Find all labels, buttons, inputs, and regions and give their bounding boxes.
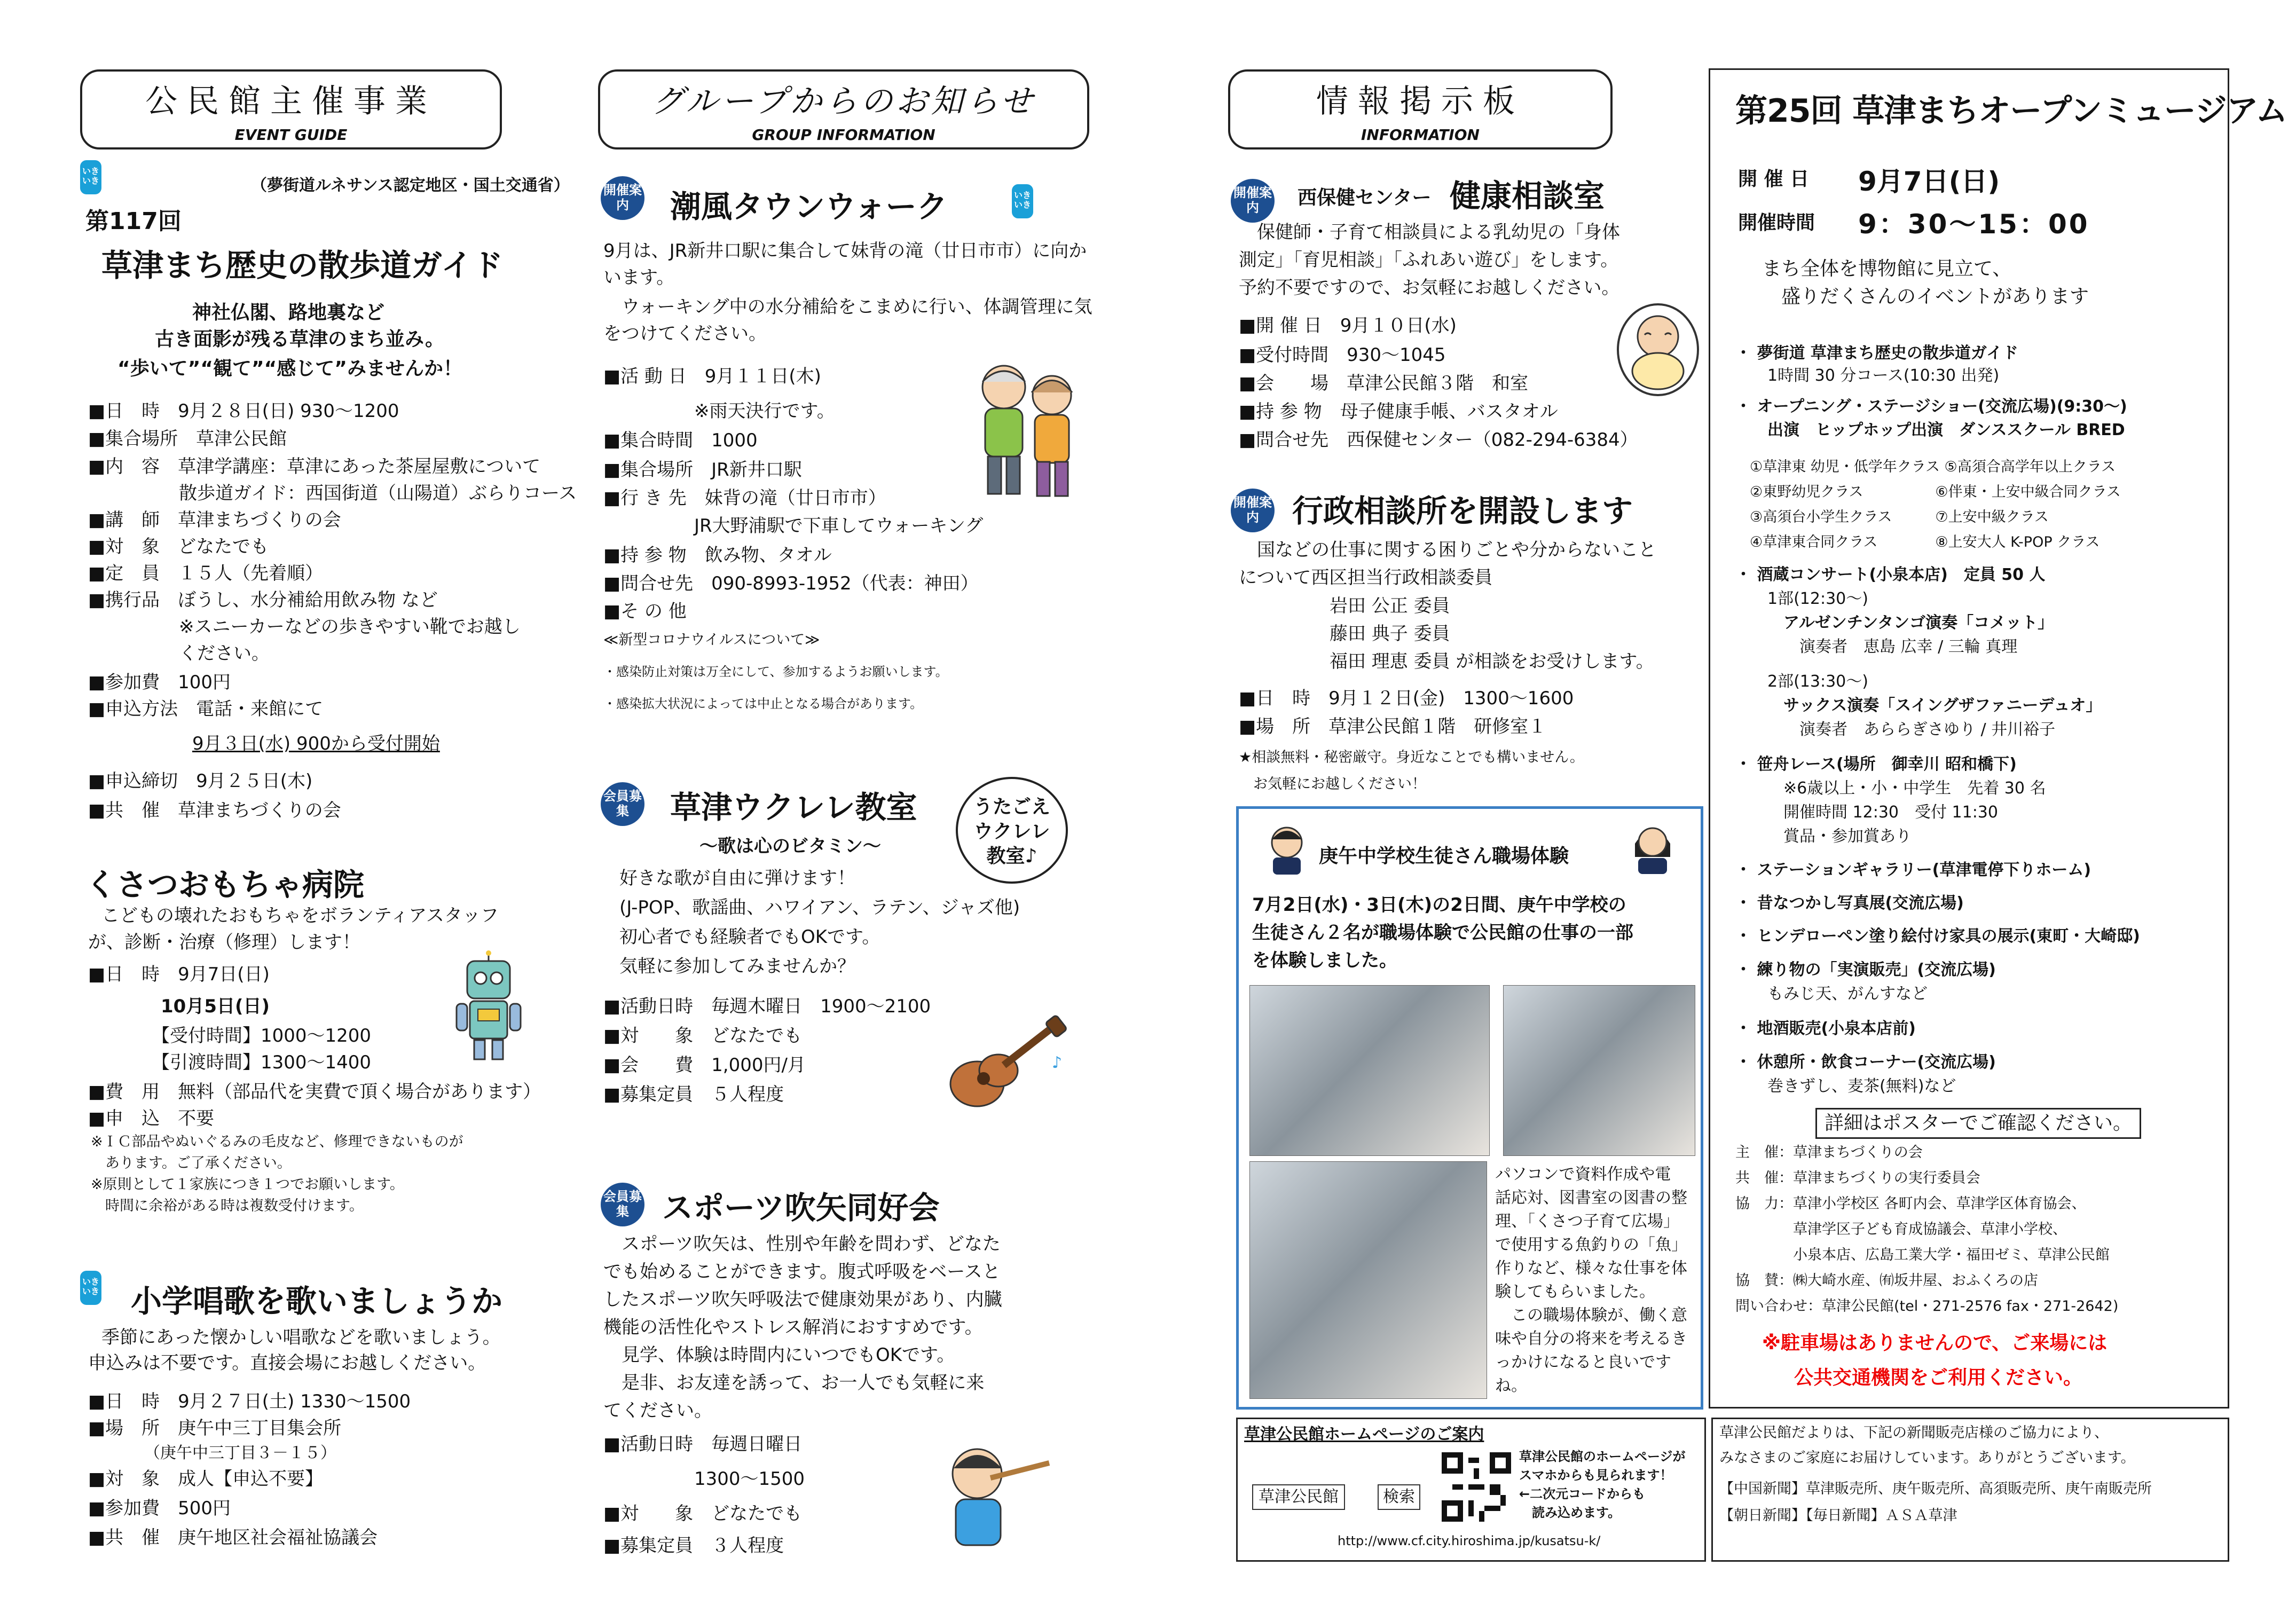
detail-row: ■日 時 9月２８日(日) 930～1200 — [88, 400, 399, 422]
program-item: ・ ステーションギャラリー(草津電停下りホーム) — [1735, 861, 2091, 879]
toy-text: が、診断・治療（修理）します！ — [88, 932, 360, 953]
program-item: 出演 ヒップホップ出演 ダンススクール BRED — [1735, 421, 2125, 439]
experience-caption: 作りなど、様々な仕事を体 — [1495, 1259, 1687, 1278]
detail-row: 散歩道ガイド：西国街道（山陽道）ぶらりコース — [88, 483, 577, 504]
ukulele-row: ■対 象 どなたでも — [603, 1025, 803, 1046]
homepage-search-button[interactable]: 検索 — [1378, 1484, 1420, 1510]
blowgun-player-icon — [940, 1436, 1052, 1548]
ikiiki-tag: いきいき — [80, 1271, 101, 1305]
organizer-row: 協 賛：㈱大崎水産、㈲坂井屋、おふくろの店 — [1735, 1272, 2038, 1289]
robot-icon — [454, 950, 523, 1063]
gov-text: 福田 理恵 委員 が相談をお受けします。 — [1239, 651, 1654, 672]
poster-notice: 詳細はポスターでご確認ください。 — [1815, 1108, 2141, 1139]
gov-text: 藤田 典子 委員 — [1239, 623, 1450, 644]
program-item: ・ オープニング・ステージショー(交流広場)(9:30～) — [1735, 397, 2127, 416]
program-item: 開催時間 12:30 受付 11:30 — [1735, 803, 1998, 822]
homepage-note: 読み込めます。 — [1519, 1505, 1621, 1520]
student-boy-icon — [1265, 822, 1308, 876]
homepage-note: ←二次元コードからも — [1519, 1486, 1646, 1501]
ikiiki-tag: いきいき — [1012, 184, 1033, 218]
round-label: 第117回 — [85, 208, 182, 235]
lead-line: 神社仏閣、路地裏など — [192, 302, 385, 324]
walk-row: ■問合せ先 090-8993-1952（代表：神田） — [603, 573, 979, 594]
health-text: 保健師・子育て相談員による乳幼児の「身体 — [1239, 222, 1620, 243]
program-item: サックス演奏「スイングザファニーデュオ」 — [1735, 696, 2102, 715]
organizer-row: 問い合わせ：草津公民館(tel・271-2576 fax・271-2642) — [1735, 1298, 2119, 1315]
apply-start: 9月３日(水) 900から受付開始 — [192, 733, 440, 754]
toy-hospital-title: くさつおもちゃ病院 — [85, 867, 365, 903]
walking-couple-icon — [966, 355, 1089, 505]
toy-text: こどもの壊れたおもちゃをボランティアスタッフ — [101, 905, 499, 926]
detail-row: ■定 員 １５人（先着順） — [88, 563, 324, 584]
song-row: ■参加費 500円 — [88, 1498, 231, 1519]
toy-row: ■申 込 不要 — [88, 1108, 215, 1129]
baby-icon — [1613, 296, 1703, 398]
event-badge: 開催案内 — [601, 176, 644, 220]
program-item: ・ 昔なつかし写真展(交流広場) — [1735, 894, 1964, 912]
program-item: ※6歳以上・小・中学生 先着 30 名 — [1735, 779, 2046, 798]
ukulele-row: ■活動日時 毎週木曜日 1900～2100 — [603, 996, 931, 1017]
fukiya-text: 機能の活性化やストレス解消におすすめです。 — [603, 1317, 983, 1338]
walk-row: ■行 き 先 妹背の滝（廿日市市） — [603, 487, 886, 509]
ikiiki-tag: いきいき — [80, 160, 101, 194]
organizer-row: 共 催：草津まちづくりの実行委員会 — [1735, 1170, 1980, 1186]
ukulele-text: 好きな歌が自由に弾けます！ — [619, 868, 855, 889]
fukiya-row: ■対 象 どなたでも — [603, 1503, 803, 1524]
experience-text: 7月2日(水)・3日(木)の2日間、庚午中学校の — [1252, 894, 1626, 916]
event-badge: 開催案内 — [1231, 179, 1275, 223]
walk-note: ・感染拡大状況によっては中止となる場合があります。 — [603, 696, 923, 711]
gov-text: 岩田 公正 委員 — [1239, 595, 1450, 617]
experience-text: 生徒さん２名が職場体験で公民館の仕事の一部 — [1252, 922, 1633, 943]
homepage-url[interactable]: http://www.cf.city.hiroshima.jp/kusatsu-k/ — [1338, 1533, 1601, 1548]
walk-row: ■集合時間 1000 — [603, 430, 758, 451]
experience-caption: で使用する魚釣りの「魚」 — [1495, 1236, 1687, 1254]
toy-row: 【受付時間】1000～1200 — [88, 1025, 372, 1046]
experience-photo — [1249, 985, 1490, 1156]
recruit-badge: 会員募集 — [601, 1183, 644, 1226]
gov-row: ■場 所 草津公民館１階 研修室１ — [1239, 716, 1547, 737]
gov-row: ■日 時 9月１２日(金) 1300～1600 — [1239, 688, 1574, 709]
program-item: ・ 地酒販売(小泉本店前) — [1735, 1019, 1916, 1038]
ukulele-text: 初心者でも経験者でもOKです。 — [619, 926, 880, 948]
program-item: もみじ天、がんすなど — [1735, 985, 1928, 1003]
toy-note: ※ＩＣ部品やぬいぐるみの毛皮など、修理できないものが — [91, 1134, 463, 1150]
museum-lead: まち全体を博物館に見立て、 — [1762, 258, 2012, 280]
museum-date: 9月7日(日) — [1858, 166, 2000, 197]
health-title: 健康相談室 — [1450, 178, 1605, 214]
deadline: ■申込締切 9月２５日(木) — [88, 770, 313, 792]
program-item: ④草津東合同クラス ⑧上安大人 K-POP クラス — [1735, 534, 2100, 550]
health-text: 予約不要ですので、お気軽にお越しください。 — [1239, 277, 1620, 298]
toy-row: ■費 用 無料（部品代を実費で頂く場合があります） — [88, 1081, 541, 1103]
health-row: ■受付時間 930～1045 — [1239, 344, 1446, 366]
section-title: 草津まち歴史の散歩道ガイド — [101, 247, 504, 284]
museum-title: 第25回 草津まちオープンミュージアム — [1735, 92, 2287, 130]
gov-note: お気軽にお越しください！ — [1239, 776, 1426, 792]
fukiya-row: 1300～1500 — [603, 1468, 805, 1490]
program-item: アルゼンチンタンゴ演奏「コメット」 — [1735, 613, 2054, 632]
health-row: ■開 催 日 9月１０日(水) — [1239, 315, 1457, 336]
fukiya-title: スポーツ吹矢同好会 — [662, 1190, 940, 1226]
student-girl-icon — [1629, 820, 1677, 876]
header-title: グループからのお知らせ — [651, 83, 1036, 120]
song-text: 申込みは不要です。直接会場にお越しください。 — [88, 1352, 486, 1374]
museum-time: 9：30～15：00 — [1858, 209, 2090, 240]
gov-text: について西区担当行政相談委員 — [1239, 567, 1493, 588]
homepage-note: 草津公民館のホームページが — [1519, 1449, 1686, 1464]
detail-row: ■講 師 草津まちづくりの会 — [88, 509, 341, 531]
program-item: 賞品・参加賞あり — [1735, 827, 1912, 846]
walk-text: 9月は、JR新井口駅に集合して妹背の滝（廿日市市）に向かいます。 — [603, 240, 1087, 288]
detail-row: ※スニーカーなどの歩きやすい靴でお越し — [88, 616, 521, 638]
program-item: ①草津東 幼児・低学年クラス ⑤高須合高学年以上クラス — [1735, 459, 2116, 475]
gov-text: 国などの仕事に関する困りごとや分からないこと — [1239, 539, 1656, 561]
program-item: 2部(13:30～) — [1735, 672, 1868, 691]
organizer-row: 草津学区子ども育成協議会、草津小学校、 — [1735, 1221, 2067, 1238]
detail-row: ください。 — [88, 643, 270, 664]
toy-row: ■日 時 9月7日(日) — [88, 964, 270, 985]
gov-note: ★相談無料・秘密厳守。身近なことでも構いません。 — [1239, 749, 1584, 766]
program-item: 1時間 30 分コース(10:30 出発) — [1735, 366, 2000, 385]
program-item: ・ ヒンデローペン塗り絵付け家具の展示(東町・大崎邸) — [1735, 927, 2140, 946]
experience-photo — [1503, 985, 1695, 1156]
ukulele-bubble: うたごえウクレレ教室♪ — [956, 777, 1068, 884]
detail-row: ■内 容 草津学講座：草津にあった茶屋屋敷について — [88, 456, 541, 477]
information-header — [1228, 69, 1613, 149]
ukulele-subtitle: ～歌は心のビタミン～ — [699, 836, 881, 857]
fukiya-text: スポーツ吹矢は、性別や年齢を問わず、どなた — [603, 1233, 1001, 1255]
svg-text:♪: ♪ — [1052, 1053, 1063, 1072]
museum-lead: 盛りだくさんのイベントがあります — [1762, 286, 2089, 308]
detail-row: ■対 象 どなたでも — [88, 536, 269, 557]
program-item: ・ 夢街道 草津まち歴史の散歩道ガイド — [1735, 344, 2018, 363]
walk-note: ≪新型コロナウイルスについて≫ — [603, 632, 820, 648]
homepage-note: スマホからも見られます！ — [1519, 1468, 1673, 1483]
program-item: ・ 笹舟レース(場所 御幸川 昭和橋下) — [1735, 755, 2017, 774]
homepage-title: 草津公民館ホームページのご案内 — [1244, 1425, 1484, 1444]
walk-row: ■集合場所 JR新井口駅 — [603, 459, 802, 481]
gov-title: 行政相談所を開設します — [1292, 493, 1633, 529]
sponsor: ■共 催 草津まちづくりの会 — [88, 800, 341, 821]
program-item: ・ 休憩所・飲食コーナー(交流広場) — [1735, 1053, 1996, 1072]
ukulele-row: ■会 費 1,000円/月 — [603, 1055, 806, 1076]
group-info-header — [598, 69, 1089, 149]
experience-caption: 話応対、図書室の図書の整 — [1495, 1189, 1687, 1207]
parking-warning: 公共交通機関をご利用ください。 — [1794, 1367, 2083, 1389]
time-label: 開催時間 — [1738, 212, 1815, 234]
qr-code-icon — [1442, 1452, 1511, 1522]
newspaper-text: みなさまのご家庭にお届けしています。ありがとうございます。 — [1719, 1450, 2135, 1466]
song-text: 季節にあった懐かしい唱歌などを歌いましょう。 — [101, 1327, 501, 1348]
health-org: 西保健センター — [1298, 187, 1432, 209]
walk-note: ・感染防止対策は万全にして、参加するようお願いします。 — [603, 664, 948, 679]
homepage-search-input[interactable]: 草津公民館 — [1252, 1484, 1345, 1510]
detail-row: ■携行品 ぼうし、水分補給用飲み物 など — [88, 589, 438, 611]
fukiya-text: 見学、体験は時間内にいつでもOKです。 — [603, 1344, 955, 1366]
experience-title: 庚午中学校生徒さん職場体験 — [1319, 845, 1569, 867]
newspaper-text: 【中国新聞】草津販売所、庚午販売所、高須販売所、庚午南販売所 — [1719, 1481, 2152, 1497]
ukulele-text: 気軽に参加してみませんか？ — [619, 956, 855, 977]
program-item: ・ 酒蔵コンサート(小泉本店) 定員 50 人 — [1735, 565, 2046, 584]
experience-caption: 味や自分の将来を考えるき — [1495, 1329, 1687, 1348]
fukiya-text: したスポーツ吹矢呼吸法で健康効果があり、内臓 — [603, 1289, 1002, 1310]
toy-note: 時間に余裕がある時は複数受付けます。 — [91, 1198, 364, 1214]
header-title: 公民館主催事業 — [145, 83, 437, 120]
health-row: ■問合せ先 西保健センター（082-294-6384） — [1239, 429, 1638, 451]
organizer-row: 小泉本店、広島工業大学・福田ゼミ、草津公民館 — [1735, 1247, 2110, 1263]
walk-row: ■持 参 物 飲み物、タオル — [603, 545, 832, 566]
health-text: 測定」「育児相談」「ふれあい遊び」をします。 — [1239, 249, 1619, 271]
song-row: ■共 催 庚午地区社会福祉協議会 — [88, 1527, 378, 1548]
detail-row: ■参加費 100円 — [88, 672, 231, 693]
walk-row: JR大野浦駅で下車してウォーキング — [603, 515, 984, 537]
header-subtitle: EVENT GUIDE — [234, 126, 348, 144]
program-item: ・ 練り物の「実演販売」(交流広場) — [1735, 961, 1996, 979]
experience-caption: パソコンで資料作成や電 — [1495, 1165, 1671, 1184]
fukiya-row: ■活動日時 毎週日曜日 — [603, 1434, 803, 1455]
program-item: 巻きずし、麦茶(無料)など — [1735, 1077, 1956, 1096]
experience-text: を体験しました。 — [1252, 950, 1397, 971]
program-item: 1部(12:30～) — [1735, 589, 1868, 608]
experience-photo — [1249, 1161, 1487, 1399]
ukulele-text: (J-POP、歌謡曲、ハワイアン、ラテン、ジャズ他) — [619, 897, 1020, 918]
event-badge: 開催案内 — [1231, 489, 1275, 532]
health-row: ■会 場 草津公民館３階 和室 — [1239, 373, 1529, 394]
organizer-row: 主 催：草津まちづくりの会 — [1735, 1144, 1923, 1161]
detail-row: ■集合場所 草津公民館 — [88, 428, 287, 450]
song-title: 小学唱歌を歌いましょうか — [131, 1283, 503, 1319]
header-subtitle: GROUP INFORMATION — [752, 126, 935, 144]
song-row: ■場 所 庚午中三丁目集会所 — [88, 1418, 342, 1439]
experience-caption: っかけになると良いです — [1495, 1353, 1671, 1372]
song-row: ■日 時 9月２７日(土) 1330～1500 — [88, 1391, 411, 1412]
fukiya-row: ■募集定員 ３人程度 — [603, 1535, 784, 1556]
fukiya-text: 是非、お友達を誘って、お一人でも気軽に来 — [603, 1372, 985, 1394]
experience-caption: 理、「くさつ子育て広場」 — [1495, 1212, 1679, 1231]
newspaper-text: 草津公民館だよりは、下記の新聞販売店様のご協力により、 — [1719, 1425, 2109, 1441]
toy-row: 【引渡時間】1300～1400 — [88, 1052, 372, 1073]
recruit-badge: 会員募集 — [601, 782, 644, 826]
walk-row: ■そ の 他 — [603, 601, 687, 622]
date-label: 開 催 日 — [1738, 168, 1810, 190]
lead-line: “歩いて”“観て”“感じて”みませんか！ — [117, 358, 462, 380]
header-title: 情報掲示板 — [1316, 83, 1524, 120]
health-row: ■持 参 物 母子健康手帳、バスタオル — [1239, 401, 1558, 422]
program-item: ③高須台小学生クラス ⑦上安中級クラス — [1735, 509, 2049, 525]
event-guide-header — [80, 69, 502, 149]
organizer-row: 協 力：草津小学校区 各町内会、草津学区体育協会、 — [1735, 1195, 2086, 1212]
fukiya-text: でも始めることができます。腹式呼吸をベースと — [603, 1261, 1001, 1282]
program-item: 演奏者 あららぎさゆり / 井川裕子 — [1735, 720, 2056, 739]
walk-title: 潮風タウンウォーク — [670, 188, 948, 225]
ukulele-row: ■募集定員 ５人程度 — [603, 1084, 784, 1105]
experience-caption: この職場体験が、働く意 — [1495, 1306, 1687, 1325]
toy-note: あります。ご了承ください。 — [91, 1155, 292, 1171]
toy-note: ※原則として１家族につき１つでお願いします。 — [91, 1176, 404, 1193]
ukulele-title: 草津ウクレレ教室 — [670, 789, 917, 825]
note: （夢街道ルネサンス認定地区・国土交通省） — [251, 176, 570, 195]
song-row: ■対 象 成人【申込不要】 — [88, 1468, 324, 1490]
experience-caption: 験してもらいました。 — [1495, 1282, 1655, 1301]
lead-line: 古き面影が残る草津のまち並み。 — [155, 328, 445, 350]
program-item: ②東野幼児クラス ⑥伴東・上安中級合同クラス — [1735, 484, 2121, 500]
song-row: （庚午中三丁目３－１５） — [88, 1444, 336, 1462]
program-item: 演奏者 恵島 広幸 / 三輪 真理 — [1735, 638, 2018, 656]
walk-row: ※雨天決行です。 — [603, 400, 835, 422]
header-subtitle: INFORMATION — [1361, 126, 1480, 144]
parking-warning: ※駐車場はありませんので、ご来場には — [1762, 1332, 2108, 1354]
newspaper-text: 【朝日新聞】【毎日新聞】ＡＳＡ草津 — [1719, 1507, 1957, 1524]
walk-text: ウォーキング中の水分補給をこまめに行い、体調管理に気をつけてください。 — [603, 296, 1092, 344]
fukiya-text: てください。 — [603, 1400, 712, 1421]
toy-row: 10月5日(日) — [88, 996, 270, 1017]
detail-row: ■申込方法 電話・来館にて — [88, 698, 324, 720]
experience-caption: ね。 — [1495, 1376, 1527, 1395]
walk-row: ■活 動 日 9月１１日(木) — [603, 366, 821, 387]
ukulele-icon — [945, 1009, 1073, 1116]
